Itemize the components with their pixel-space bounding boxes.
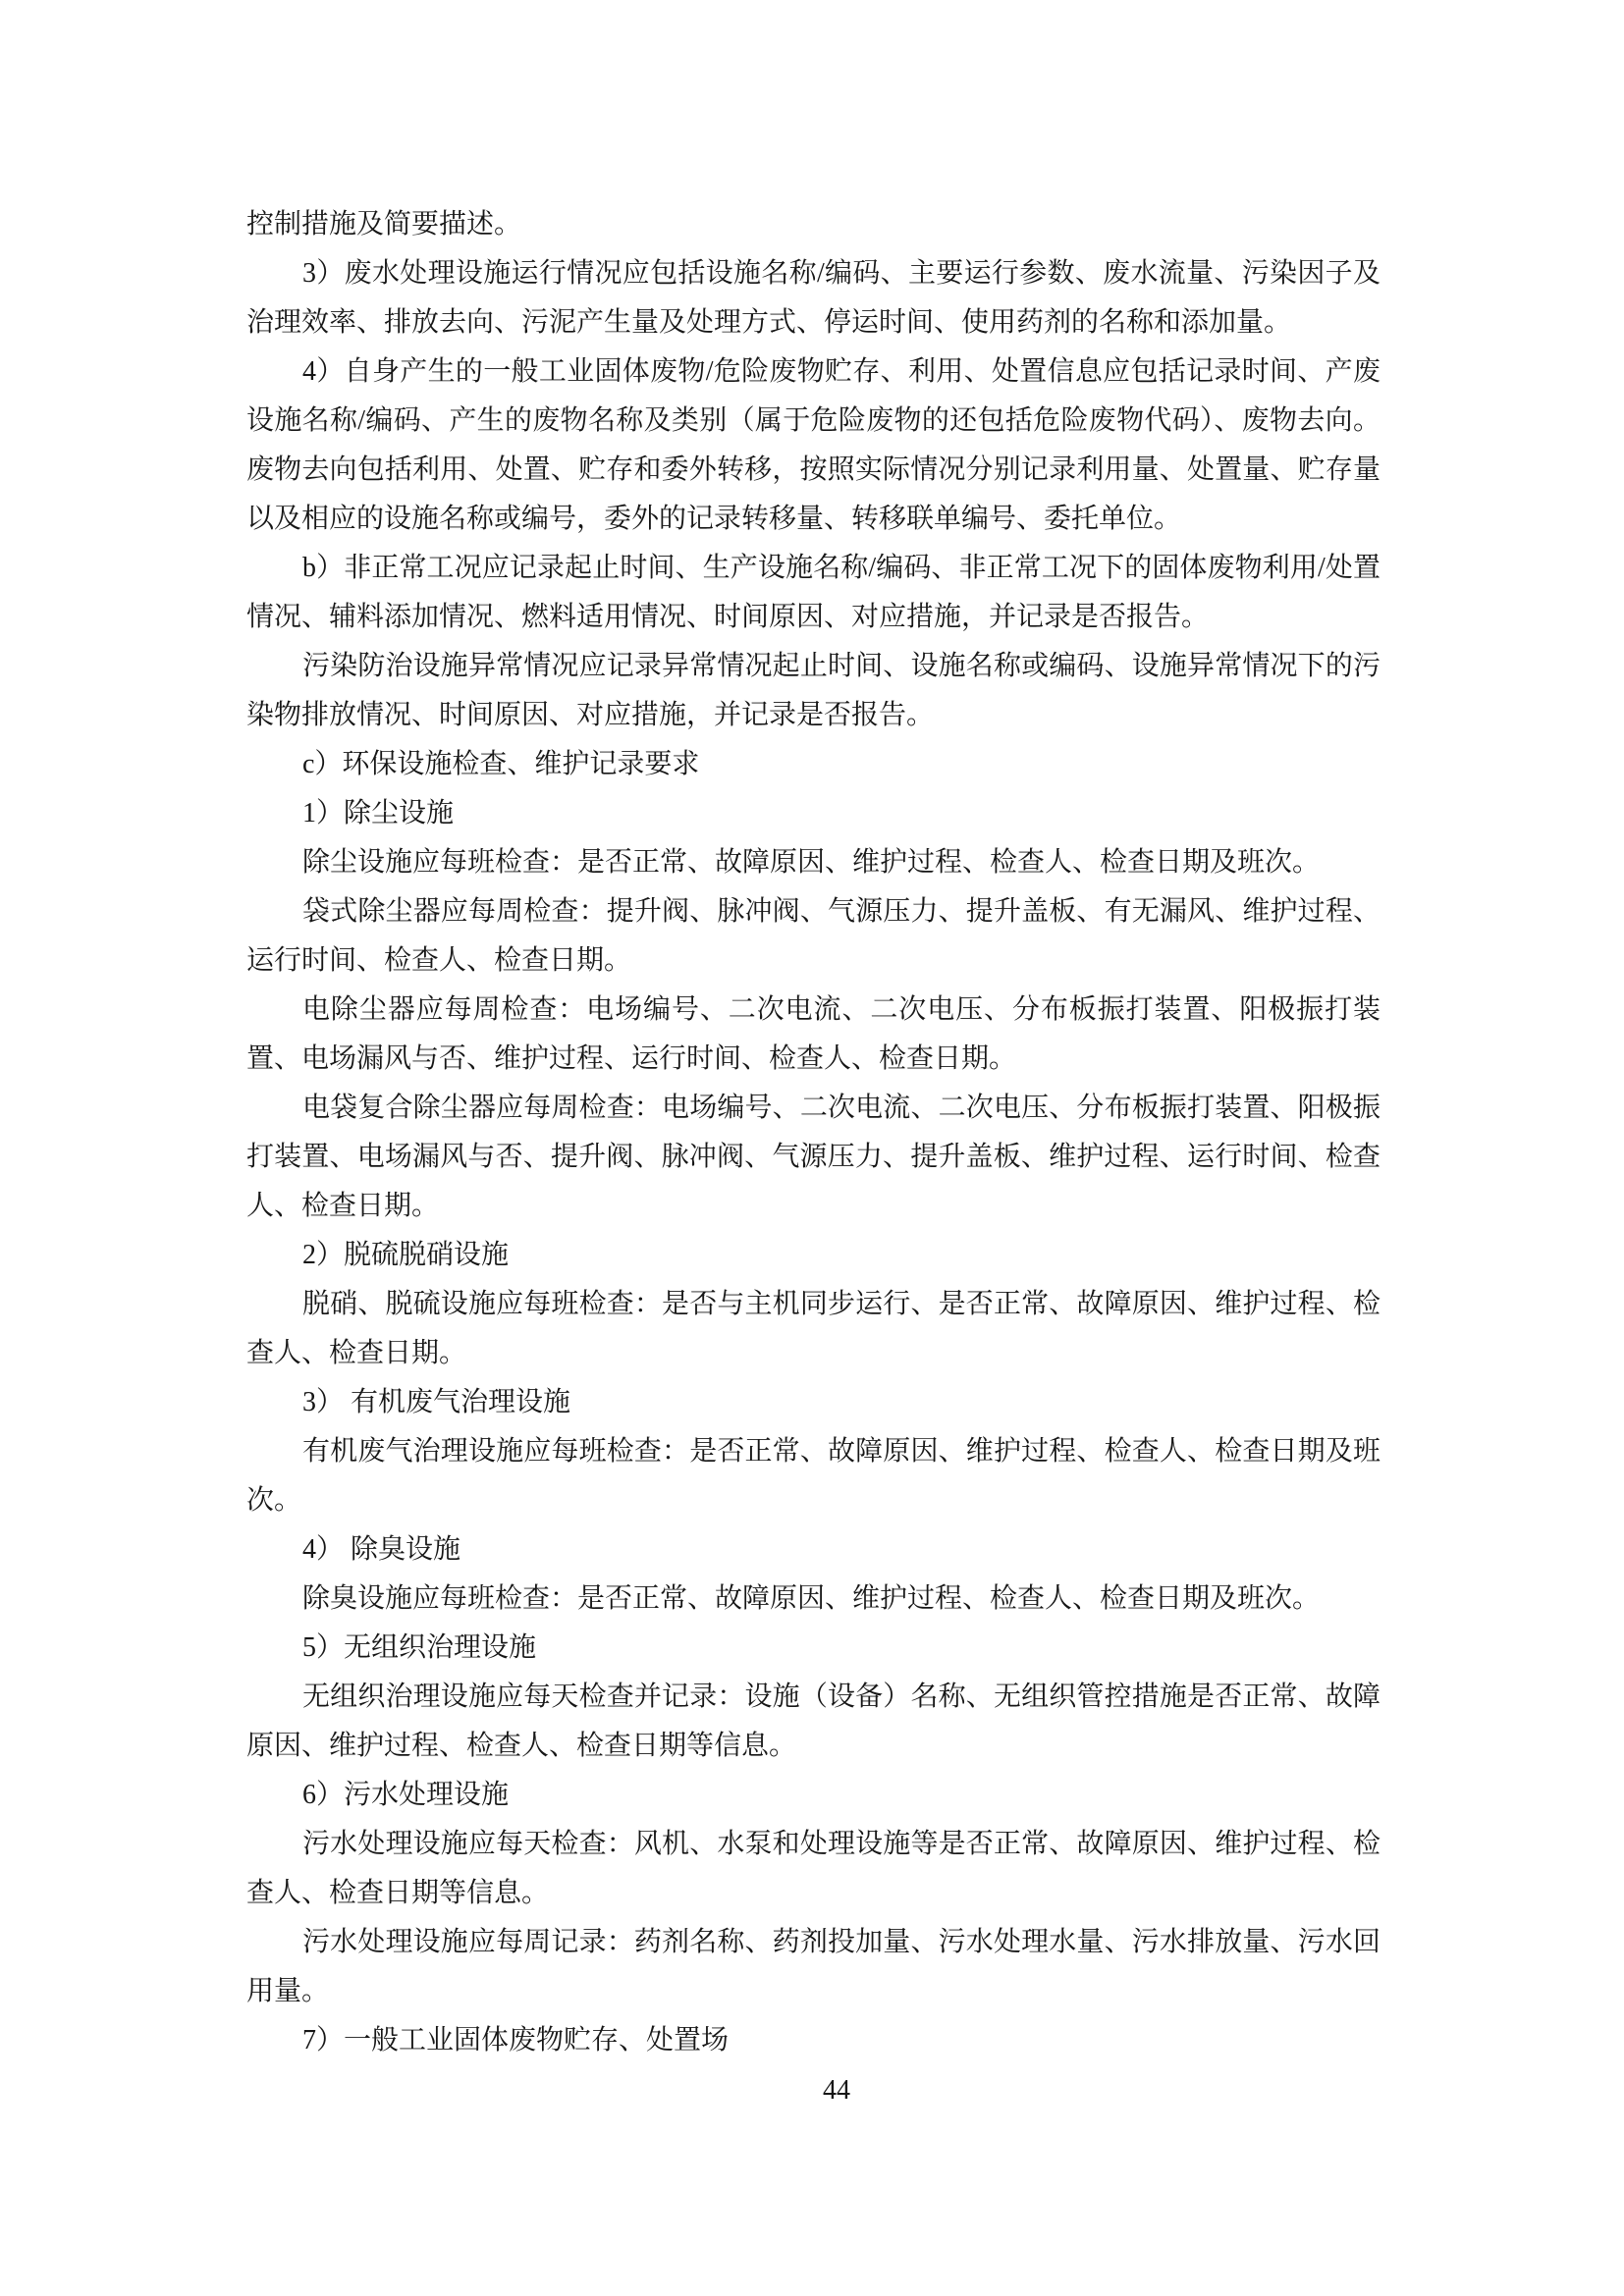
document-text <box>246 200 1380 2065</box>
paragraph: 无组织治理设施应每天检查并记录：设施（设备）名称、无组织管控措施是否正常、故障原因、维护过程、检查人、检查日期等信息。 <box>246 1682 1380 1761</box>
paragraph: b）非正常工况应记录起止时间、生产设施名称/编码、非正常工况下的固体废物利用/处置情况、辅料添加情况、燃料适用情况、时间原因、对应措施，并记录是否报告。 <box>246 553 1380 632</box>
paragraph: c）环保设施检查、维护记录要求 <box>302 749 700 779</box>
paragraph: 5）无组织治理设施 <box>302 1632 537 1663</box>
paragraph: 3）废水处理设施运行情况应包括设施名称/编码、主要运行参数、废水流量、污染因子及治理效率、排放去向、污泥产生量及处理方式、停运时间、使用药剂的名称和添加量。 <box>246 258 1380 338</box>
paragraph: 控制措施及简要描述。 <box>246 209 522 240</box>
paragraph: 脱硝、脱硫设施应每班检查：是否与主机同步运行、是否正常、故障原因、维护过程、检查人、检查日期。 <box>246 1289 1380 1368</box>
paragraph: 3） 有机废气治理设施 <box>302 1387 571 1417</box>
paragraph: 7）一般工业固体废物贮存、处置场 <box>302 2025 730 2056</box>
paragraph: 袋式除尘器应每周检查：提升阀、脉冲阀、气源压力、提升盖板、有无漏风、维护过程、运行时间、检查人、检查日期。 <box>246 896 1380 976</box>
paragraph: 2）脱硫脱硝设施 <box>302 1240 510 1270</box>
paragraph: 除臭设施应每班检查：是否正常、故障原因、维护过程、检查人、检查日期及班次。 <box>302 1583 1321 1614</box>
paragraph: 污水处理设施应每天检查：风机、水泵和处理设施等是否正常、故障原因、维护过程、检查人、检查日期等信息。 <box>246 1829 1380 1908</box>
paragraph: 电袋复合除尘器应每周检查：电场编号、二次电流、二次电压、分布板振打装置、阳极振打装置、电场漏风与否、提升阀、脉冲阀、气源压力、提升盖板、维护过程、运行时间、检查人、检查日期。 <box>246 1093 1380 1221</box>
paragraph: 4） 除臭设施 <box>302 1534 461 1565</box>
paragraph: 污水处理设施应每周记录：药剂名称、药剂投加量、污水处理水量、污水排放量、污水回用量。 <box>246 1927 1380 2006</box>
paragraph: 1）除尘设施 <box>302 798 455 828</box>
paragraph: 除尘设施应每班检查：是否正常、故障原因、维护过程、检查人、检查日期及班次。 <box>302 847 1321 878</box>
paragraph: 有机废气治理设施应每班检查：是否正常、故障原因、维护过程、检查人、检查日期及班次。 <box>246 1436 1380 1516</box>
paragraph: 4）自身产生的一般工业固体废物/危险废物贮存、利用、处置信息应包括记录时间、产废设施名称/编码、产生的废物名称及类别（属于危险废物的还包括危险废物代码）、废物去向。废物去向包括利用、处置、贮存和委外转移，按照实际情况分别记录利用量、处置量、贮存量以及相应的设施名称或编号，委外的记录转移量、转移联单编号、委托单位。 <box>246 356 1380 534</box>
paragraph: 污染防治设施异常情况应记录异常情况起止时间、设施名称或编码、设施异常情况下的污染物排放情况、时间原因、对应措施，并记录是否报告。 <box>246 651 1380 730</box>
page-number: 44 <box>823 2075 850 2106</box>
paragraph: 电除尘器应每周检查：电场编号、二次电流、二次电压、分布板振打装置、阳极振打装置、电场漏风与否、维护过程、运行时间、检查人、检查日期。 <box>246 994 1380 1074</box>
paragraph: 6）污水处理设施 <box>302 1780 510 1810</box>
